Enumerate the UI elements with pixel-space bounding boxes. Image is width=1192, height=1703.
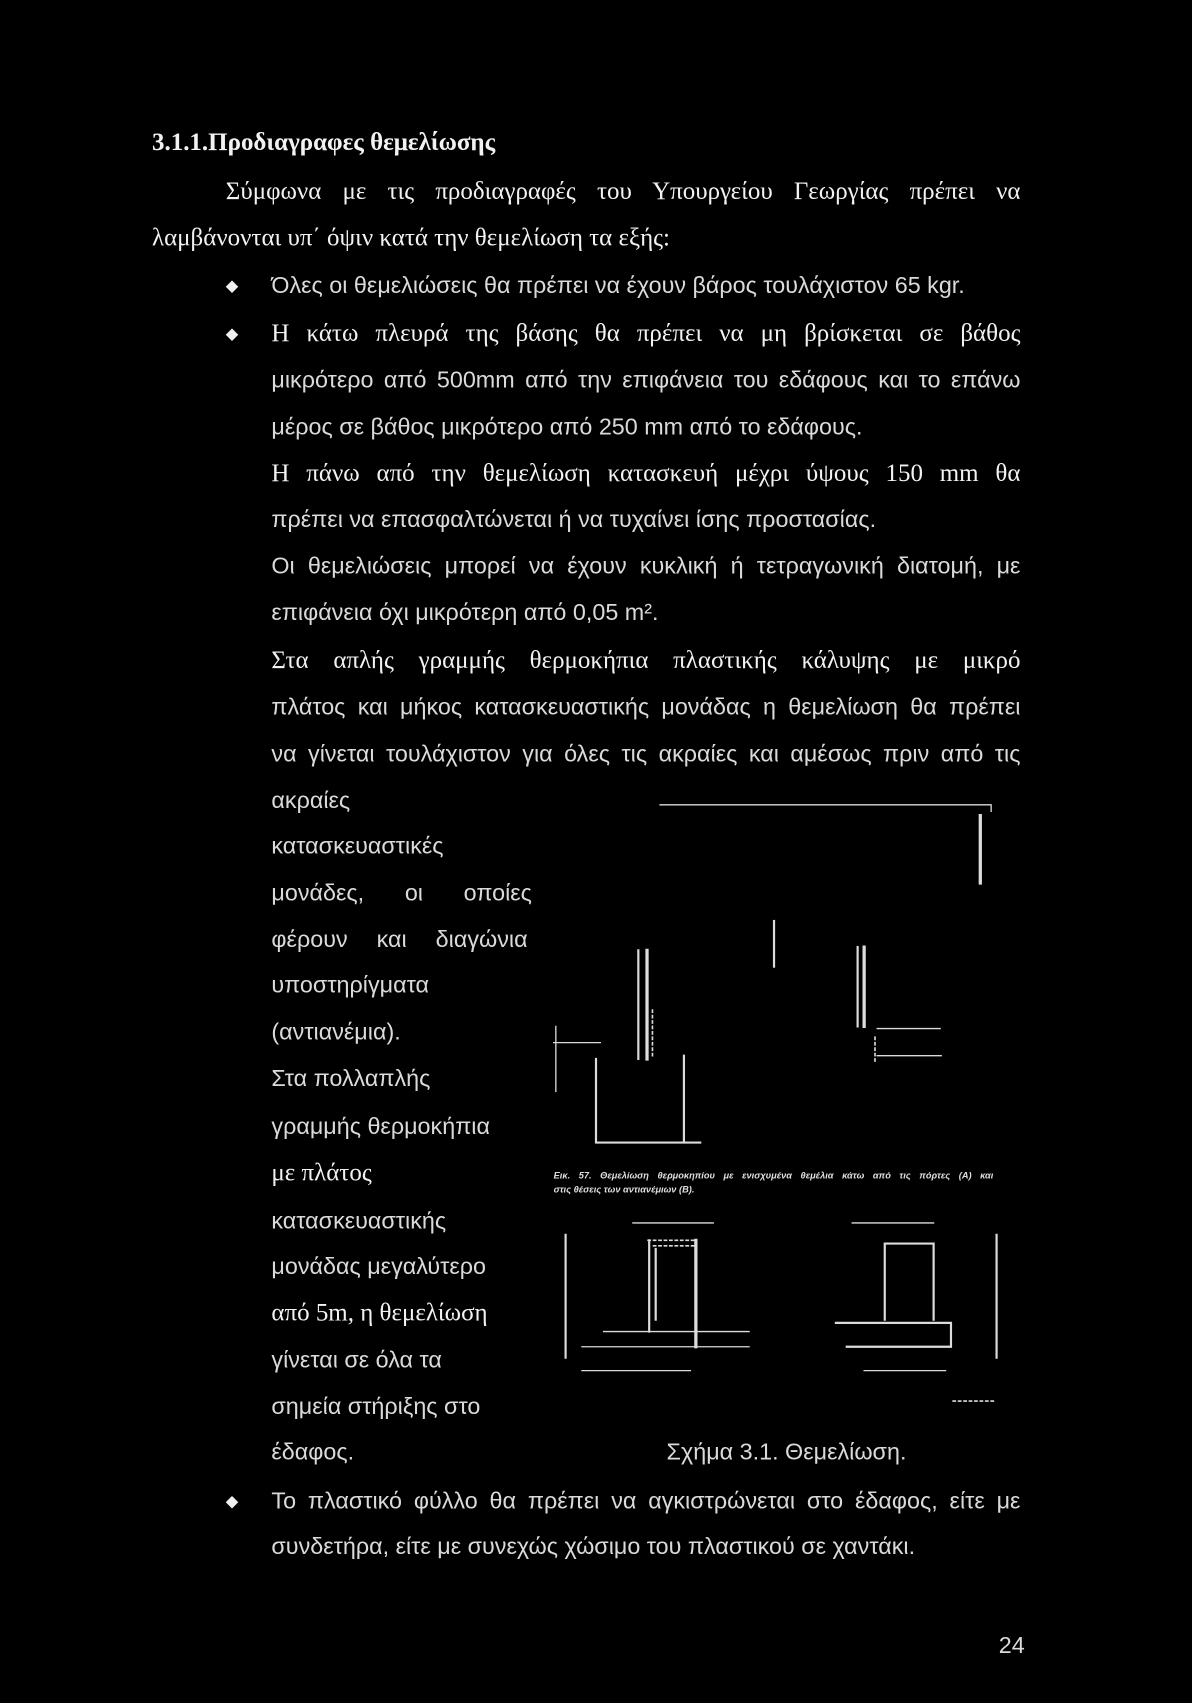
bullet-text-line: σημεία στήριξης στο — [271, 1393, 481, 1420]
bullet-text-line: συνδετήρα, είτε με συνεχώς χώσιμο του πλαστικού σε χαντάκι. — [271, 1533, 916, 1560]
bullet-text-line: Η κάτω πλευρά της βάσης θα πρέπει να μη βρίσκεται σε βάθος — [271, 319, 1021, 347]
bullet-text-line: με πλάτος — [271, 1158, 372, 1187]
bullet-text-line: από 5m, η θεμελίωση — [271, 1298, 488, 1327]
bullet-text-line: Στα πολλαπλής — [271, 1065, 431, 1092]
bullet-text-line: Όλες οι θεμελιώσεις θα πρέπει να έχουν βάρος τουλάχιστον 65 kgr. — [271, 272, 965, 299]
diagram-left-grade-mark — [554, 1026, 601, 1091]
bullet-text-line: κατασκευαστικές — [271, 833, 444, 860]
bullet-text-line: κατασκευαστικής — [271, 1207, 447, 1234]
diagram-b-brace-footing — [836, 1323, 951, 1347]
bullet-text-line: μονάδες, οι οποίες — [271, 879, 532, 906]
bullet-text-line: έδαφος. — [271, 1439, 355, 1466]
diagram-roof-line — [660, 805, 991, 812]
bullet-text-line: μικρότερο από 500mm από την επιφάνεια του εδάφους και το επάνω — [271, 367, 1021, 394]
diagram-b-door-post-top — [648, 1240, 696, 1245]
diagram-b-door-footing — [582, 1332, 749, 1347]
figure-embedded-caption-line: Εικ. 57. Θεμελίωση θερμοκηπίου με ενισχυμένα θεμέλια κάτω από τις πόρτες (Α) και — [553, 1169, 994, 1181]
intro-line: λαμβάνονται υπ΄ όψιν κατά την θεμελίωση τα εξής: — [151, 223, 671, 251]
bullet-text-line: να γίνεται τουλάχιστον για όλες τις ακραίες και αμέσως πριν από τις — [271, 740, 1021, 767]
diagram-b-door-post-left — [649, 1240, 656, 1331]
bullet-text-line: υποστηρίγματα — [271, 972, 429, 999]
bullet-text-line: γραμμής θερμοκήπια — [271, 1113, 490, 1140]
bullet-text-line: Η πάνω από την θεμελίωση κατασκευή μέχρι ύψους 150 mm θα — [271, 459, 1021, 487]
bullet-text-line: Οι θεμελιώσεις μπορεί να έχουν κυκλική ή τετραγωνική διατομή, με — [271, 552, 1021, 579]
bullet-text-line: μονάδας μεγαλύτερο — [271, 1253, 486, 1280]
figure-embedded-caption-line: στις θέσεις των αντιανέμιων (Β). — [553, 1183, 695, 1195]
diamond-bullet-icon: ◆ — [225, 323, 239, 344]
diamond-bullet-icon: ◆ — [225, 1491, 239, 1511]
bullet-text-line: φέρουν και διαγώνια — [271, 926, 528, 953]
bullet-text-line: επιφάνεια όχι μικρότερη από 0,05 m². — [271, 599, 659, 626]
bullet-text-line: μέρος σε βάθος μικρότερο από 250 mm από το εδάφους. — [271, 413, 863, 440]
intro-line: Σύμφωνα με τις προδιαγραφές του Υπουργείου Γεωργίας πρέπει να — [225, 177, 1021, 205]
bullet-text-line: γίνεται σε όλα τα — [271, 1346, 442, 1373]
diagram-footing-block — [596, 1056, 700, 1143]
bullet-text-line: ακραίες — [271, 787, 351, 814]
section-title: 3.1.1.Προδιαγραφες θεμελίωσης — [151, 128, 496, 156]
bullet-text-line: (αντιανέμια). — [271, 1018, 401, 1045]
diagram-b-brace-post — [885, 1244, 934, 1320]
bullet-text-line: πλάτος και μήκος κατασκευαστικής μονάδας η θεμελίωση θα πρέπει — [271, 694, 1021, 721]
page-number: 24 — [998, 1632, 1025, 1659]
figure-caption: Σχήμα 3.1. Θεμελίωση. — [666, 1439, 907, 1466]
bullet-text-line: πρέπει να επασφαλτώνεται ή να τυχαίνει ίσης προστασίας. — [271, 506, 877, 533]
diamond-bullet-icon: ◆ — [225, 275, 239, 296]
bullet-text-line: Στα απλής γραμμής θερμοκήπια πλαστικής κάλυψης με μικρό — [271, 646, 1021, 674]
bullet-text-line: Το πλαστικό φύλλο θα πρέπει να αγκιστρώνεται στο έδαφος, είτε με — [271, 1487, 1021, 1515]
